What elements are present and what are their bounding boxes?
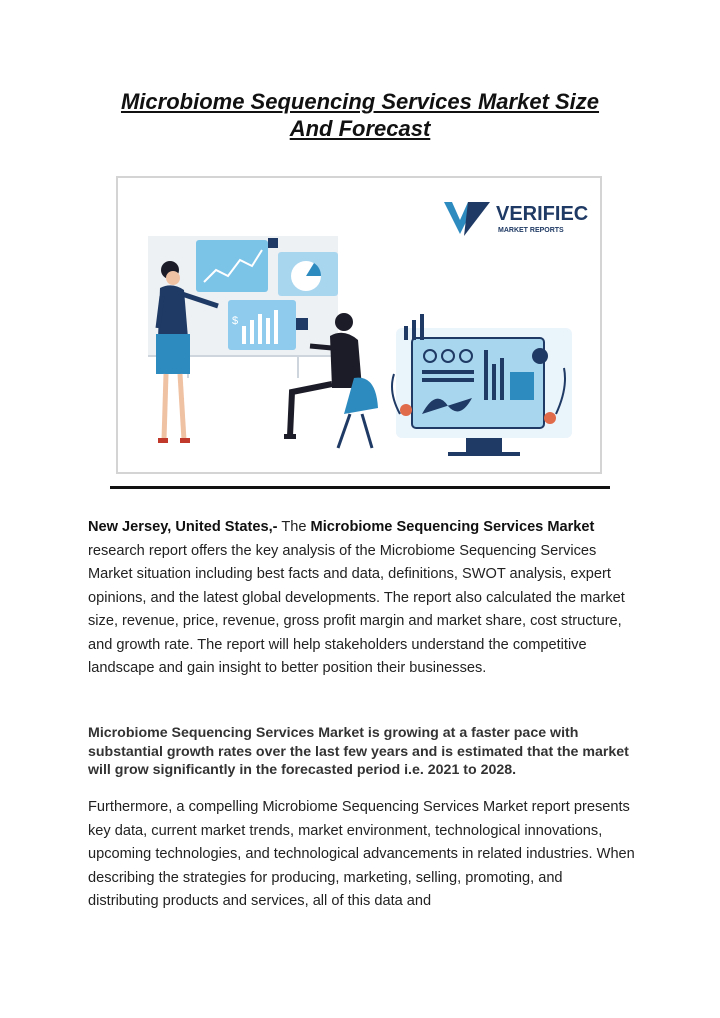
bar-chart-panel bbox=[228, 300, 308, 350]
title-line-1: Microbiome Sequencing Services Market Size bbox=[120, 89, 600, 114]
line-chart-panel bbox=[196, 238, 278, 292]
market-name-text: Microbiome Sequencing Services Market bbox=[310, 519, 595, 535]
location-text: New Jersey, United States,- bbox=[88, 519, 278, 535]
business-analytics-illustration bbox=[118, 178, 600, 472]
hero-illustration bbox=[116, 176, 602, 474]
verified-logo bbox=[444, 202, 588, 236]
the-text: The bbox=[277, 519, 311, 535]
furthermore-paragraph: Furthermore, a compelling Microbiome Sequencing Services Market report presents key data, current market trends, market environment, technological innovations, upcoming technologies, and technological advancements in related industries. When describing the strategies for producing, marketing, selling, promoting, and distributing products and services, all of this data and bbox=[88, 799, 635, 909]
logo-sub-text: MARKET REPORTS bbox=[498, 227, 564, 234]
intro-paragraph bbox=[88, 516, 636, 681]
section-divider bbox=[110, 486, 610, 489]
logo-main-text: VERIFIEC bbox=[496, 203, 589, 225]
title-line-2: And Forecast bbox=[289, 116, 431, 141]
intro-body-text: research report offers the key analysis of the Microbiome Sequencing Services Market situation including best facts and data, definitions, SWOT analysis, expert opinions, and the latest global developments. The report also calculated the market size, revenue, price, revenue, gross profit margin and market share, cost structure, and growth rate. The report will help stakeholders understand the competitive landscape and gain insight to better position their businesses. bbox=[88, 542, 625, 676]
dashboard-monitor bbox=[396, 314, 572, 456]
growth-paragraph: Microbiome Sequencing Services Market is growing at a faster pace with substantial growth rates over the last few years and is estimated that the market will grow significantly in the forecasted period i.e. 2021 to 2028. bbox=[88, 725, 629, 778]
svg-text:$: $ bbox=[232, 315, 239, 327]
pie-chart-panel bbox=[278, 252, 338, 296]
document-title bbox=[60, 88, 660, 142]
